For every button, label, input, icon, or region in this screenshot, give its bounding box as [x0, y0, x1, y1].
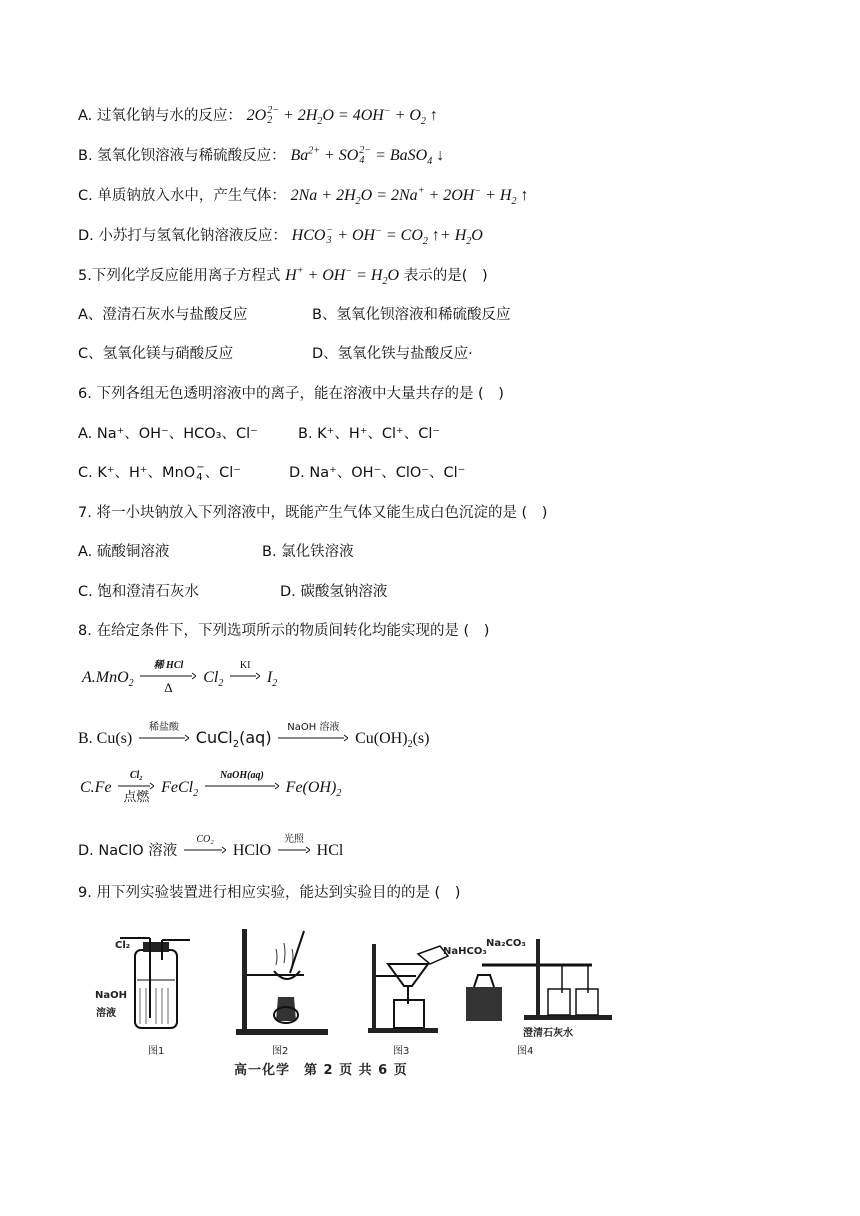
formula: $Cu(OH)_2(s)$	[355, 730, 430, 751]
figure-1-gas-washing-bottle	[90, 930, 200, 1040]
formula: CuCl$_2$(aq)	[195, 728, 272, 751]
formula: HCl	[316, 842, 344, 859]
q6-stem: 6. 下列各组无色透明溶液中的离子，能在溶液中大量共存的是 ( )	[78, 386, 504, 402]
q7-stem: 7. 将一小块钠放入下列溶液中，既能产生气体又能生成白色沉淀的是 ( )	[78, 505, 548, 521]
arrow-icon	[184, 846, 226, 854]
q5-stem	[78, 265, 488, 286]
option-label: C. 单质钠放入水中，产生气体：	[78, 188, 286, 204]
q4-option-b	[78, 145, 444, 166]
equation: $H^+ + OH^- = H_2O$	[285, 265, 400, 288]
figure-3-caption: 图3	[393, 1046, 410, 1057]
figure-1-label: 溶液	[96, 1008, 116, 1019]
q5-option-a: A、澄清石灰水与盐酸反应	[78, 307, 248, 323]
figure-2-evaporation-setup	[232, 925, 332, 1040]
figure-4-label: 澄清石灰水	[523, 1028, 573, 1039]
q9-stem: 9. 用下列实验装置进行相应实验，能达到实验目的的是 ( )	[78, 885, 461, 901]
q5-option-d: D、氢氧化铁与盐酸反应·	[312, 346, 473, 362]
formula: $I_2$	[266, 669, 278, 690]
figure-1-label: Cl₂	[115, 940, 131, 951]
formula: FeCl$_2$	[161, 779, 199, 800]
equation: HCO − 3 + $OH^- = CO_2$ ↑+ $H_2O$	[291, 225, 483, 248]
reaction-arrow	[278, 722, 348, 742]
arrow-condition: Cl₂	[129, 770, 143, 781]
arrow-condition: NaOH(aq)	[219, 770, 264, 781]
formula: $Fe(OH)_2$	[285, 779, 342, 800]
q6-option-b: B. K⁺、H⁺、Cl⁺、Cl⁻	[298, 426, 440, 442]
figure-1-caption: 图1	[148, 1046, 165, 1057]
q7-option-a: A. 硫酸铜溶液	[78, 544, 170, 560]
equation: $Ba^{2+}$ + SO 2− 4 = BaSO$_4$ ↓	[290, 145, 445, 168]
option-label: D. 小苏打与氢氧化钠溶液反应：	[78, 228, 287, 244]
q8-option-d	[78, 834, 344, 861]
figure-4-caption: 图4	[517, 1046, 534, 1057]
arrow-icon	[118, 782, 154, 790]
q6-option-c: C. K⁺、H⁺、MnO − 4 、Cl⁻	[78, 462, 241, 483]
option-label: A. 过氧化钠与水的反应：	[78, 108, 242, 124]
equation: $2Na + 2H_2O = 2Na^+ + 2OH^- + H_2$ ↑	[290, 185, 529, 208]
q8-option-c	[80, 770, 341, 806]
formula: D. NaClO 溶液	[78, 843, 178, 859]
formula: C.Fe	[80, 779, 112, 796]
reaction-arrow	[278, 834, 310, 854]
q8-option-b	[78, 722, 430, 751]
q4-option-a	[78, 105, 438, 126]
formula: B. Cu(s)	[78, 730, 133, 747]
q4-option-d	[78, 225, 483, 246]
formula: HClO	[232, 842, 272, 859]
page-footer: 高一化学 第 2 页 共 6 页	[234, 1063, 408, 1078]
arrow-icon	[278, 846, 310, 854]
reaction-arrow	[140, 660, 196, 696]
arrow-condition: Δ	[164, 680, 173, 695]
formula: $Cl_2$	[203, 669, 224, 690]
q7-option-b: B. 氯化铁溶液	[262, 544, 354, 560]
reaction-arrow	[230, 660, 260, 680]
figure-4-label: Na₂CO₃	[486, 938, 526, 949]
q7-option-c: C. 饱和澄清石灰水	[78, 584, 199, 600]
q4-option-c	[78, 185, 528, 206]
reaction-arrow	[184, 834, 226, 854]
arrow-condition: 稀 HCl	[153, 660, 184, 671]
option-label: B. 氢氧化钡溶液与稀硫酸反应：	[78, 148, 286, 164]
q8-option-a	[82, 660, 277, 696]
q7-option-d: D. 碳酸氢钠溶液	[280, 584, 388, 600]
question-text: 5.下列化学反应能用离子方程式	[78, 268, 281, 284]
q8-stem: 8. 在给定条件下，下列选项所示的物质间转化均能实现的是 ( )	[78, 623, 490, 639]
question-text: 表示的是( )	[403, 268, 488, 284]
option-text: C. K⁺、H⁺、MnO	[78, 465, 196, 481]
arrow-condition: 稀盐酸	[149, 722, 180, 733]
q6-option-d: D. Na⁺、OH⁻、ClO⁻、Cl⁻	[289, 465, 466, 481]
arrow-condition: 光照	[283, 834, 304, 845]
arrow-icon	[140, 672, 196, 680]
arrow-icon	[230, 672, 260, 680]
arrow-icon	[139, 734, 189, 742]
option-text: 、Cl⁻	[204, 465, 241, 481]
q5-option-b: B、氢氧化钡溶液和稀硫酸反应	[312, 307, 511, 323]
figure-1-label: NaOH	[95, 990, 127, 1001]
q6-option-a: A. Na⁺、OH⁻、HCO₃、Cl⁻	[78, 426, 258, 442]
reaction-arrow	[118, 770, 154, 806]
figure-4-label: NaHCO₃	[443, 946, 487, 957]
reaction-arrow	[139, 722, 189, 742]
formula: A.MnO$_2$	[82, 669, 134, 690]
q5-option-c: C、氢氧化镁与硝酸反应	[78, 346, 234, 362]
reaction-arrow	[205, 770, 279, 790]
arrow-icon	[205, 782, 279, 790]
arrow-icon	[278, 734, 348, 742]
arrow-condition: CO₂	[196, 834, 214, 845]
figure-2-caption: 图2	[272, 1046, 289, 1057]
arrow-condition: KI	[239, 660, 251, 671]
equation: 2O 2− 2 + $2H_2O = 4OH^- + O_2$ ↑	[246, 105, 438, 128]
arrow-condition: NaOH 溶液	[287, 722, 340, 733]
arrow-condition: 点燃	[123, 790, 150, 805]
